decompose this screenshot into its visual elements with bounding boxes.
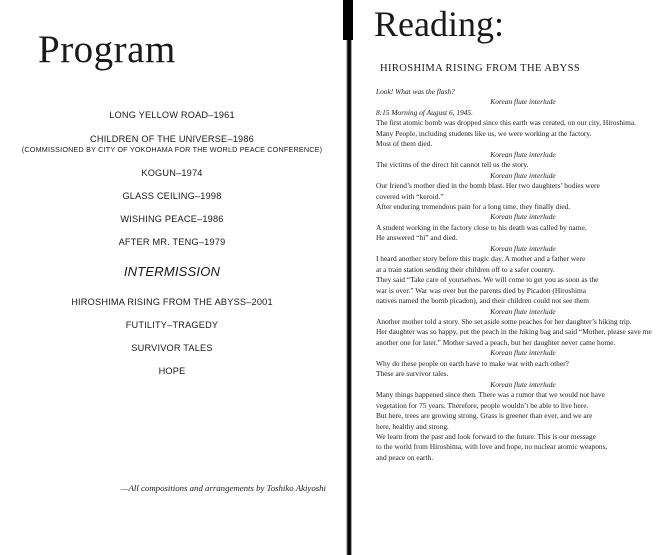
poem-line: We learn from the past and look forward to the future. This is our message: [376, 431, 596, 441]
poem-line: another one for later.” Mother saved a peach, but her daughter never came home.: [376, 337, 616, 347]
program-item-commission-note: (COMMISSIONED BY CITY OF YOKOHAMA FOR THE WORLD PEACE CONFERENCE): [21, 145, 323, 154]
program-item-kogun: KOGUN–1974: [141, 168, 203, 178]
reading-page: [352, 0, 666, 555]
poem-line: The first atomic bomb was dropped since this earth was created, on our city, Hiroshima.: [376, 118, 636, 128]
program-item-after-mr-teng: AFTER MR. TENG–1979: [118, 237, 226, 247]
poem-line: natives named the bomb picadon), and their children could not see them: [376, 296, 590, 306]
poem-line: Many things happened since then. There was a rumor that we would not have: [376, 390, 605, 400]
reading-heading: Reading:: [374, 4, 504, 44]
poem-line: Look! What was the flash?: [376, 87, 455, 96]
program-item-hiroshima-rising: HIROSHIMA RISING FROM THE ABYSS–2001: [71, 297, 273, 307]
flute-interlude: Korean flute interlude: [490, 170, 556, 180]
poem-line: These are survivor tales.: [376, 369, 449, 379]
poem-line: war is over.” War was over but the parents died by Picadon (Hiroshima: [376, 285, 587, 295]
flute-interlude: Korean flute interlude: [490, 149, 556, 159]
poem-line: Why do these people on earth have to make war with each other?: [376, 358, 569, 368]
program-item-long-yellow-road: LONG YELLOW ROAD–1961: [109, 110, 235, 120]
poem-line: The victims of the direct hit cannot tell us the story.: [376, 160, 529, 170]
poem-line: here, healthy and strong.: [376, 421, 449, 431]
poem-line: Most of them died.: [376, 139, 433, 149]
program-item-glass-ceiling: GLASS CEILING–1998: [122, 191, 222, 201]
poem-line: Her daughter was so happy, put the peach in the hiking bag and said “Mother, please save me: [376, 327, 652, 337]
reading-subtitle: HIROSHIMA RISING FROM THE ABYSS: [380, 63, 581, 74]
flute-interlude: Korean flute interlude: [490, 348, 556, 358]
poem-line: at a train station sending their children off to a safer country.: [376, 264, 555, 274]
poem-line: covered with “keroid.”: [376, 191, 444, 201]
program-item-children-of-the-universe: CHILDREN OF THE UNIVERSE–1986: [90, 134, 254, 144]
poem-line: But here, trees are growing strong. Grass is greener than ever, and we are: [376, 411, 593, 421]
poem-line: and peace on earth.: [376, 452, 434, 462]
flute-interlude: Korean flute interlude: [490, 306, 556, 316]
poem-line: Another mother told a story. She set aside some peaches for her daughter’s hiking trip.: [376, 316, 632, 326]
poem-line: 8:15 Morning of August 6, 1945.: [376, 107, 473, 117]
poem-line: After enduring tremendous pain for a long time, they finally died.: [376, 201, 571, 211]
poem-line: I heard another story before this tragic day. A mother and a father were: [376, 254, 586, 264]
poem-line: A student working in the factory close to his death was called by name.: [376, 222, 587, 232]
flute-interlude: Korean flute interlude: [490, 379, 556, 389]
program-item-hope: HOPE: [158, 366, 186, 376]
poem-line: They said “Take care of yourselves. We will come to get you as soon as the: [376, 275, 599, 285]
intermission-label: INTERMISSION: [123, 264, 221, 279]
program-list: [10, 110, 334, 377]
program-item-survivor-tales: SURVIVOR TALES: [131, 343, 213, 353]
poem-line: Many People, including students like us, we were working at the factory.: [376, 128, 592, 138]
flute-interlude: Korean flute interlude: [490, 243, 556, 253]
poem-line: He answered “hi” and died.: [376, 233, 458, 243]
program-heading: Program: [38, 28, 176, 71]
poem-line: vegetation for 75 years. Therefore, people wouldn’t be able to live here.: [376, 400, 589, 410]
poem-line: to the world from Hiroshima, with love and hope, no nuclear atomic weapons,: [376, 442, 608, 452]
flute-interlude: Korean flute interlude: [490, 97, 556, 107]
composer-credit: —All compositions and arrangements by Toshiko Akiyoshi: [120, 483, 326, 493]
flute-interlude: Korean flute interlude: [490, 212, 556, 222]
reading-poem: [376, 87, 666, 463]
program-item-futility-tragedy: FUTILITY–TRAGEDY: [125, 320, 219, 330]
poem-line: Our friend’s mother died in the bomb blast. Her two daughters’ bodies were: [376, 181, 600, 191]
program-item-wishing-peace: WISHING PEACE–1986: [120, 214, 224, 224]
